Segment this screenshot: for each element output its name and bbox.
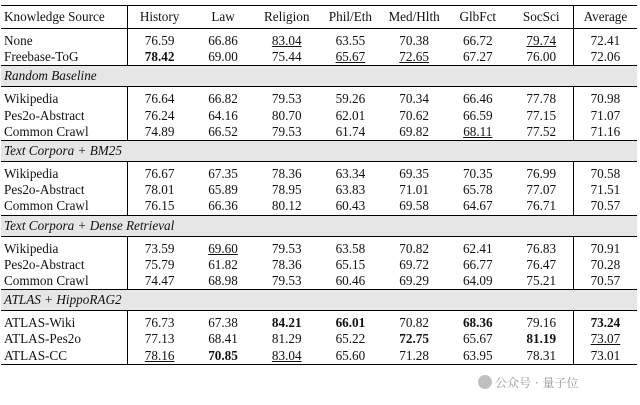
row-label: Common Crawl bbox=[1, 198, 128, 215]
table-cell: 79.53 bbox=[271, 272, 302, 288]
row-label: ATLAS-Wiki bbox=[1, 315, 128, 331]
row-label: Pes2o-Abstract bbox=[1, 182, 128, 198]
table-cell: 71.16 bbox=[590, 123, 621, 139]
table-cell: 76.15 bbox=[144, 198, 175, 214]
table-cell: 77.78 bbox=[510, 91, 574, 107]
table-cell: 64.67 bbox=[462, 198, 493, 214]
table-cell: 78.42 bbox=[144, 49, 175, 65]
table-cell: 69.00 bbox=[208, 49, 238, 65]
table-cell: 74.47 bbox=[144, 272, 175, 288]
table-cell: 79.53 bbox=[271, 240, 302, 256]
table-cell: 71.01 bbox=[399, 182, 429, 198]
table-row bbox=[1, 182, 637, 198]
column-header: Law bbox=[191, 6, 255, 29]
table-cell: 68.98 bbox=[208, 272, 238, 288]
table-cell: 64.09 bbox=[462, 272, 493, 288]
watermark bbox=[478, 374, 578, 391]
table-cell: 63.34 bbox=[335, 166, 366, 182]
table-cell: 66.36 bbox=[208, 198, 238, 214]
table-cell: 79.16 bbox=[510, 315, 574, 331]
table-cell: 61.74 bbox=[335, 123, 366, 139]
table-cell: 67.35 bbox=[208, 166, 238, 182]
table-cell: 76.73 bbox=[144, 315, 175, 331]
table-cell: 68.36 bbox=[462, 315, 493, 331]
table-cell: 70.38 bbox=[399, 33, 429, 49]
table-cell: 62.41 bbox=[462, 240, 493, 256]
table-cell: 80.70 bbox=[271, 107, 302, 123]
row-label: Freebase-ToG bbox=[1, 49, 128, 66]
table-cell: 66.01 bbox=[335, 315, 366, 331]
table-cell: 65.67 bbox=[335, 49, 366, 65]
table-row bbox=[1, 49, 637, 66]
table-cell: 76.24 bbox=[144, 107, 175, 123]
table-cell: 65.67 bbox=[462, 331, 493, 347]
row-label: Common Crawl bbox=[1, 273, 128, 290]
table-cell: 79.53 bbox=[271, 91, 302, 107]
table-cell: 77.13 bbox=[144, 331, 175, 347]
table-cell: 69.58 bbox=[399, 198, 429, 214]
table-row bbox=[1, 315, 637, 331]
table-cell: 66.86 bbox=[208, 33, 238, 49]
column-header: History bbox=[128, 6, 192, 29]
table-cell: 78.01 bbox=[144, 182, 175, 198]
section-header bbox=[1, 290, 637, 311]
table-cell: 73.24 bbox=[590, 315, 621, 331]
section-header bbox=[1, 66, 637, 87]
table-cell: 63.95 bbox=[446, 347, 510, 364]
table-cell: 65.22 bbox=[335, 331, 366, 347]
table-cell: 73.07 bbox=[590, 331, 621, 347]
table-cell: 70.98 bbox=[590, 91, 621, 107]
table-cell: 63.58 bbox=[335, 240, 366, 256]
table-cell: 69.60 bbox=[208, 240, 238, 256]
table-row bbox=[1, 257, 637, 273]
table-row bbox=[1, 33, 637, 49]
section-title: Text Corpora + Dense Retrieval bbox=[1, 215, 637, 236]
table-cell: 70.57 bbox=[590, 198, 621, 214]
results-table bbox=[1, 5, 637, 365]
section-header bbox=[1, 215, 637, 236]
table-row bbox=[1, 124, 637, 141]
table-cell: 76.71 bbox=[510, 198, 574, 215]
table-cell: 65.60 bbox=[319, 347, 383, 364]
table-cell: 78.16 bbox=[128, 347, 192, 364]
table-cell: 67.27 bbox=[462, 49, 493, 65]
table-cell: 70.91 bbox=[590, 240, 621, 256]
table-cell: 60.46 bbox=[335, 272, 366, 288]
table-cell: 76.47 bbox=[510, 257, 574, 273]
table-cell: 70.82 bbox=[399, 315, 429, 331]
table-cell: 68.41 bbox=[208, 331, 238, 347]
row-label: Pes2o-Abstract bbox=[1, 257, 128, 273]
row-label: Wikipedia bbox=[1, 91, 128, 107]
table-cell: 67.38 bbox=[208, 315, 238, 331]
table-cell: 63.55 bbox=[335, 33, 366, 49]
section-title: ATLAS + HippoRAG2 bbox=[1, 290, 637, 311]
row-label: Pes2o-Abstract bbox=[1, 108, 128, 124]
table-cell: 59.26 bbox=[335, 91, 366, 107]
table-cell: 61.82 bbox=[208, 256, 238, 272]
table-cell: 73.01 bbox=[573, 347, 637, 364]
table-cell: 70.34 bbox=[399, 91, 429, 107]
table-cell: 72.41 bbox=[590, 33, 621, 49]
row-label: ATLAS-Pes2o bbox=[1, 331, 128, 347]
table-row bbox=[1, 241, 637, 257]
column-header: Average bbox=[573, 6, 637, 29]
table-cell: 83.04 bbox=[271, 33, 302, 49]
table-cell: 62.01 bbox=[335, 107, 366, 123]
table-cell: 78.95 bbox=[271, 182, 302, 198]
column-header: SocSci bbox=[510, 6, 574, 29]
table-cell: 72.75 bbox=[399, 331, 429, 347]
column-header: Phil/Eth bbox=[319, 6, 383, 29]
row-label: ATLAS-CC bbox=[1, 347, 128, 364]
table-cell: 66.59 bbox=[462, 107, 493, 123]
table-cell: 70.35 bbox=[462, 166, 493, 182]
table-cell: 69.29 bbox=[399, 272, 429, 288]
table-cell: 81.19 bbox=[510, 331, 574, 347]
table-cell: 75.21 bbox=[510, 273, 574, 290]
table-row bbox=[1, 166, 637, 182]
table-cell: 78.31 bbox=[510, 347, 574, 364]
table-cell: 66.46 bbox=[462, 91, 493, 107]
table-cell: 76.83 bbox=[510, 241, 574, 257]
table-cell: 60.43 bbox=[335, 198, 366, 214]
table-cell: 75.79 bbox=[144, 256, 175, 272]
column-header: Religion bbox=[255, 6, 319, 29]
column-header: GlbFct bbox=[446, 6, 510, 29]
table-cell: 63.83 bbox=[335, 182, 366, 198]
table-cell: 76.99 bbox=[510, 166, 574, 182]
table-cell: 66.52 bbox=[208, 123, 238, 139]
table-cell: 76.00 bbox=[510, 49, 574, 66]
table-row bbox=[1, 347, 637, 364]
table-cell: 70.85 bbox=[191, 347, 255, 364]
table-cell: 80.12 bbox=[271, 198, 302, 214]
table-cell: 79.74 bbox=[510, 33, 574, 49]
table-cell: 84.21 bbox=[271, 315, 302, 331]
row-label: Wikipedia bbox=[1, 166, 128, 182]
column-header: Knowledge Source bbox=[1, 6, 128, 29]
table-cell: 76.64 bbox=[144, 91, 175, 107]
table-cell: 65.15 bbox=[335, 256, 366, 272]
section-title: Random Baseline bbox=[1, 66, 637, 87]
table-cell: 72.65 bbox=[399, 49, 429, 65]
table-cell: 78.36 bbox=[271, 166, 302, 182]
table-cell: 70.28 bbox=[590, 256, 621, 272]
table-cell: 69.35 bbox=[399, 166, 429, 182]
table-cell: 76.59 bbox=[144, 33, 175, 49]
section-title: Text Corpora + BM25 bbox=[1, 140, 637, 161]
table-cell: 81.29 bbox=[271, 331, 302, 347]
table-cell: 77.07 bbox=[510, 182, 574, 198]
table-cell: 69.72 bbox=[399, 256, 429, 272]
table-row bbox=[1, 91, 637, 107]
table-cell: 78.36 bbox=[271, 256, 302, 272]
table-row bbox=[1, 108, 637, 124]
table-cell: 70.82 bbox=[399, 240, 429, 256]
row-label: Wikipedia bbox=[1, 241, 128, 257]
table-row bbox=[1, 198, 637, 215]
table-cell: 71.07 bbox=[590, 107, 621, 123]
table-cell: 70.57 bbox=[590, 272, 621, 288]
table-cell: 65.89 bbox=[208, 182, 238, 198]
table-row bbox=[1, 273, 637, 290]
table-cell: 77.52 bbox=[510, 124, 574, 141]
table-cell: 69.82 bbox=[399, 123, 429, 139]
row-label: Common Crawl bbox=[1, 124, 128, 141]
table-cell: 72.06 bbox=[590, 49, 621, 65]
header-row bbox=[1, 6, 637, 29]
table-cell: 79.53 bbox=[271, 123, 302, 139]
table-cell: 66.77 bbox=[462, 256, 493, 272]
table-cell: 74.89 bbox=[144, 123, 175, 139]
table-cell: 73.59 bbox=[144, 240, 175, 256]
table-cell: 65.78 bbox=[462, 182, 493, 198]
section-header bbox=[1, 140, 637, 161]
table-cell: 66.82 bbox=[208, 91, 238, 107]
row-label: None bbox=[1, 33, 128, 49]
table-row bbox=[1, 331, 637, 347]
table-cell: 64.16 bbox=[208, 107, 238, 123]
table-cell: 70.58 bbox=[590, 166, 621, 182]
watermark-text: 公众号 · 量子位 bbox=[495, 376, 579, 390]
table-cell: 66.72 bbox=[462, 33, 493, 49]
wechat-icon bbox=[478, 375, 492, 389]
column-header: Med/Hlth bbox=[382, 6, 446, 29]
table-cell: 68.11 bbox=[463, 123, 493, 139]
table-cell: 83.04 bbox=[255, 347, 319, 364]
table-cell: 70.62 bbox=[399, 107, 429, 123]
table-cell: 75.44 bbox=[271, 49, 302, 65]
table-cell: 71.51 bbox=[590, 182, 621, 198]
table-cell: 76.67 bbox=[144, 166, 175, 182]
table-body bbox=[1, 29, 637, 365]
table-cell: 77.15 bbox=[510, 108, 574, 124]
table-cell: 71.28 bbox=[382, 347, 446, 364]
